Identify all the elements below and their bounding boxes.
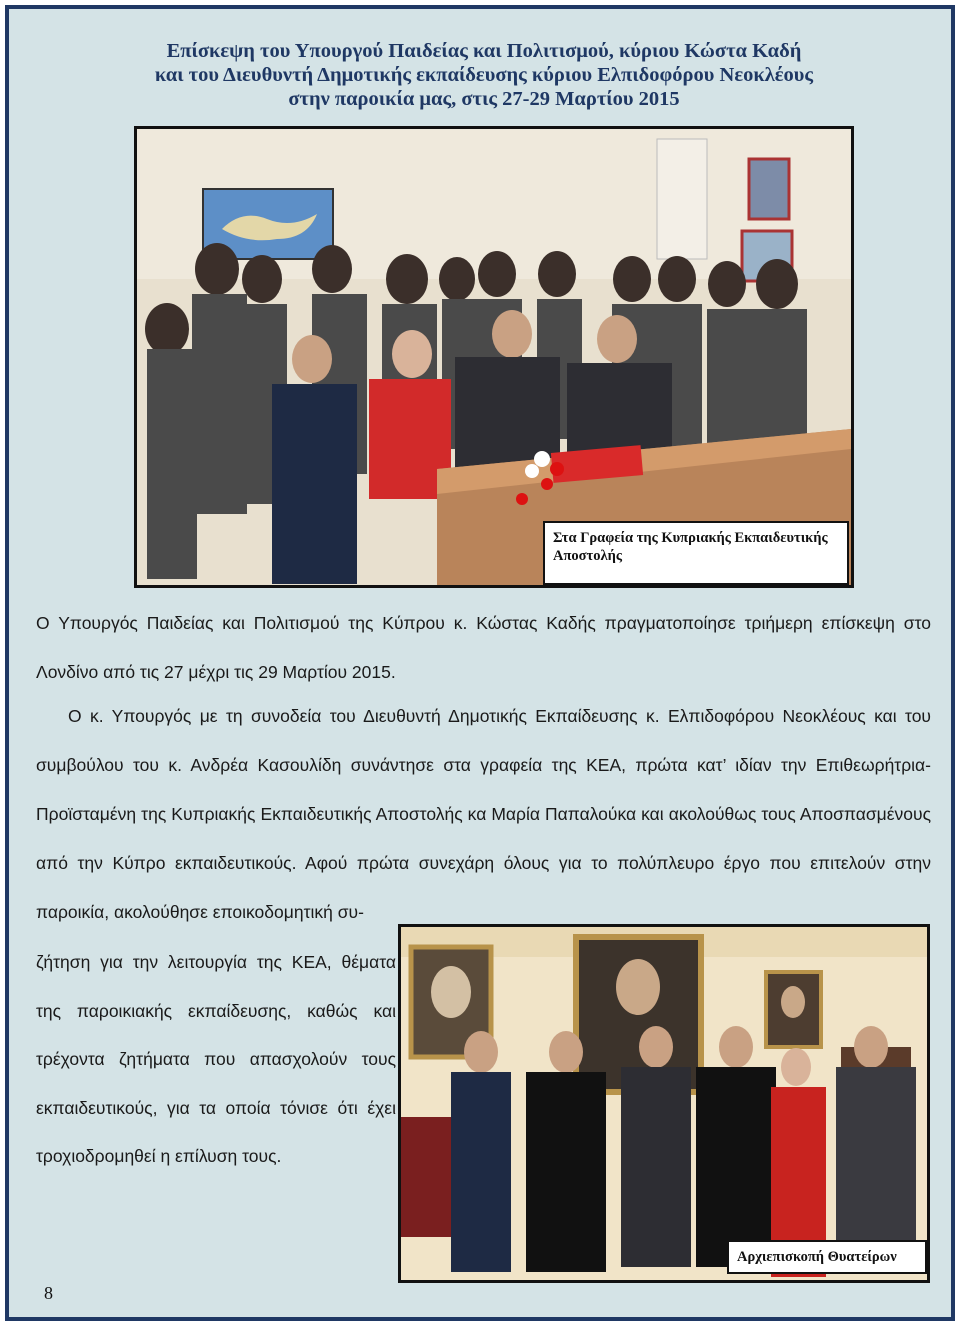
title-line-2: και του Διευθυντή Δημοτικής εκπαίδευσης κύριου Ελπιδοφόρου Νεοκλέους [154, 64, 814, 86]
page-title [69, 39, 899, 111]
photo1-caption: Στα Γραφεία της Κυπριακής Εκπαιδευτικής Αποστολής [543, 521, 849, 585]
group-photo-office [134, 126, 854, 588]
paragraph-1: Ο Υπουργός Παιδείας και Πολιτισμού της Κύπρου κ. Κώστας Καδής πραγματοποίησε τριήμερη επίσκεψη στο Λονδίνο από τις 27 μέχρι τις 29 Μαρτίου 2015. [36, 613, 931, 682]
photo2-caption: Αρχιεπισκοπή Θυατείρων [727, 1240, 927, 1274]
page-number: 8 [44, 1283, 53, 1303]
group-photo-image [137, 129, 851, 585]
archdiocese-photo [398, 924, 930, 1283]
title-line-3: στην παροικία μας, στις 27-29 Μαρτίου 2015 [288, 88, 680, 110]
paragraph-2: Ο κ. Υπουργός με τη συνοδεία του Διευθυντή Δημοτικής Εκπαίδευσης κ. Ελπιδοφόρου Νεοκλέους και του συμβούλου του κ. Ανδρέα Κασουλίδη συνάντησε στα γραφεία της ΚΕΑ, πρώτα κατ’ ιδίαν την Επιθεωρήτρια-Προϊσταμένη της Κυπριακής Εκπαιδευτικής Αποστολής κα Μαρία Παπαλούκα και ακολούθως τους Αποσπασμένους από την Κύπρο εκπαιδευτικούς. Αφού πρώτα συνεχάρη όλους για το πολύπλευρο έργο που επιτελούν στην παροικία, ακολούθησε εποικοδομητική συ- [36, 706, 931, 922]
paragraph-3: ζήτηση για την λειτουργία της ΚΕΑ, θέματα της παροικιακής εκπαίδευσης, καθώς και τρέχοντα ζητήματα που απασχολούν τους εκπαιδευτικούς, για τα οποία τόνισε ότι έχει τροχιοδρομηθεί η επίλυση τους. [36, 952, 396, 1166]
archdiocese-photo-image [401, 927, 927, 1280]
title-line-1: Επίσκεψη του Υπουργού Παιδείας και Πολιτισμού, κύριου Κώστα Καδή [166, 40, 802, 62]
newsletter-page [5, 5, 955, 1321]
